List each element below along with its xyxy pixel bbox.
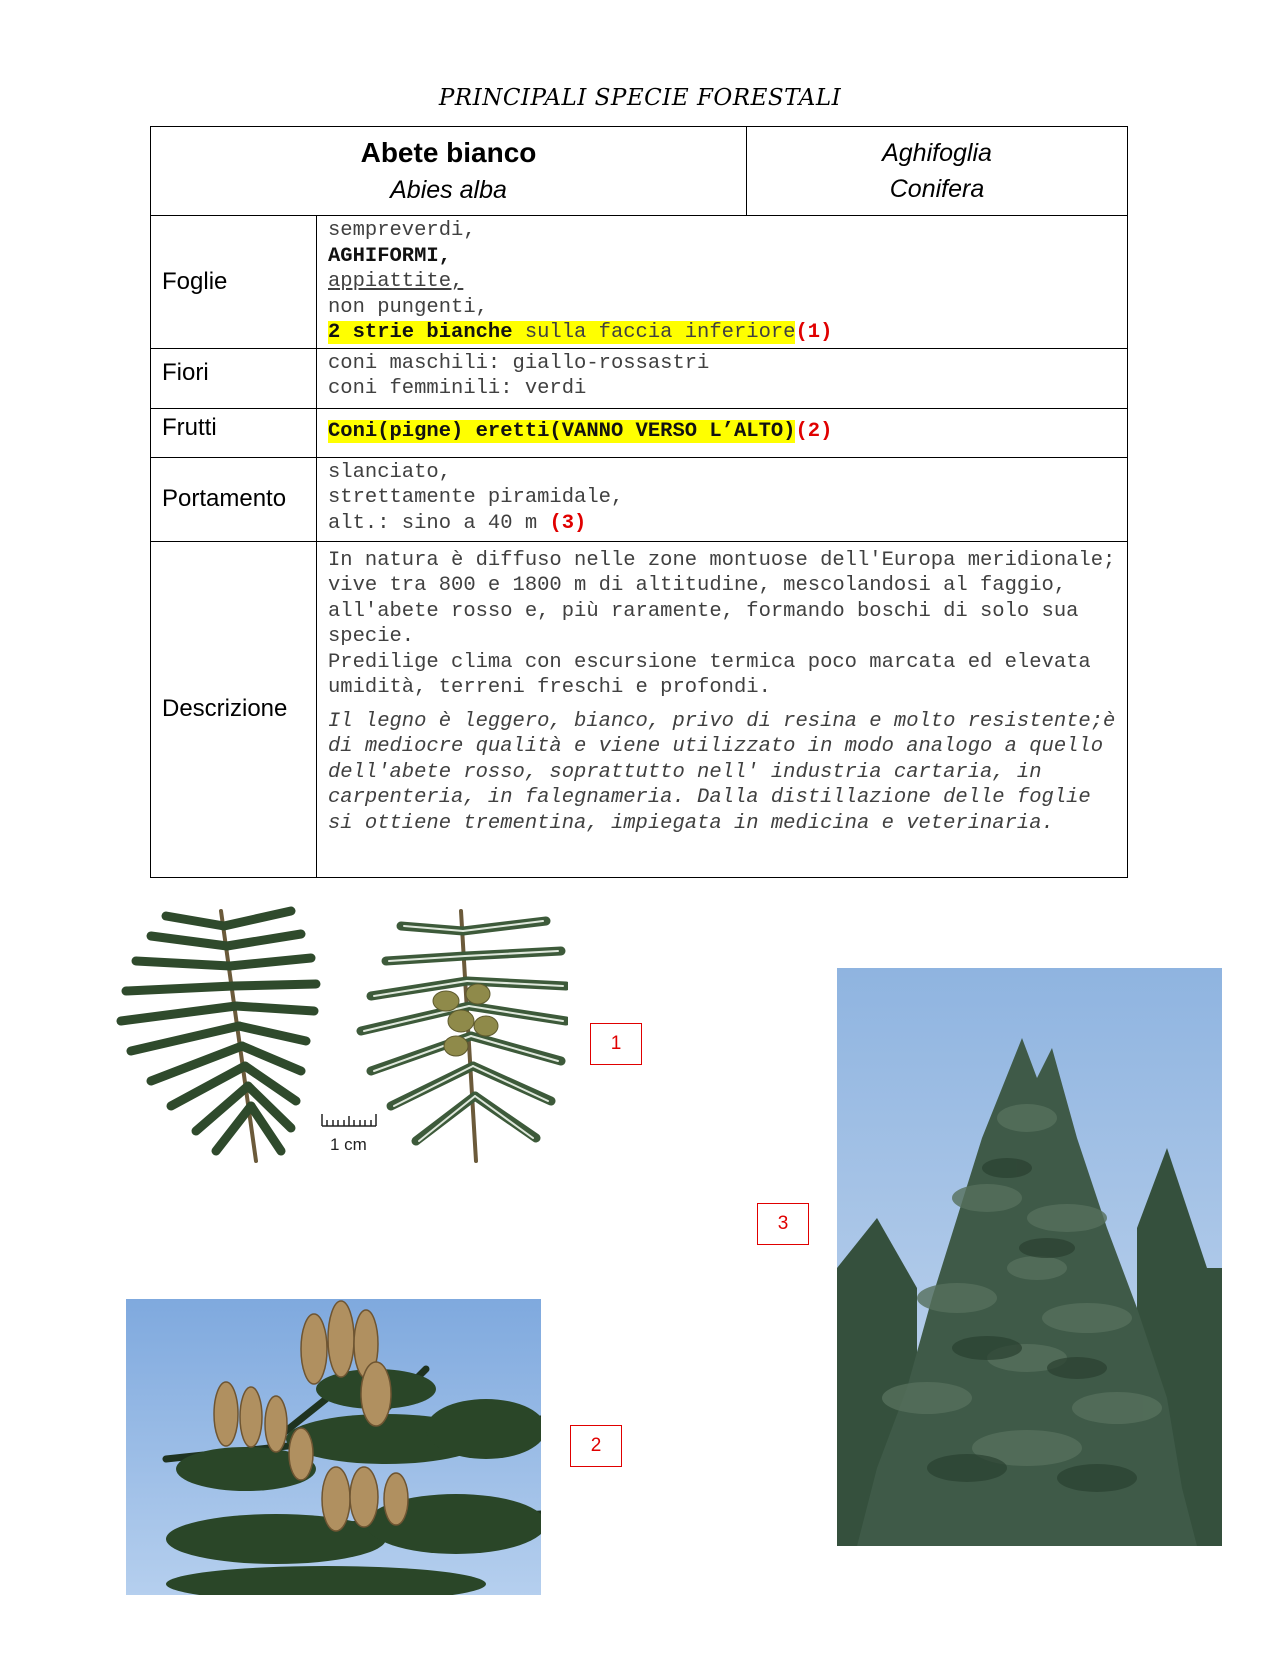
label-portamento: Portamento [151, 457, 317, 541]
value-portamento [317, 457, 1128, 541]
figure-badge-2: 2 [570, 1425, 622, 1467]
photo-needles [106, 906, 568, 1168]
species-name-cell [151, 127, 747, 216]
foglie-line-1: sempreverdi, [328, 219, 476, 242]
foglie-line-5-bold: 2 strie bianche [328, 321, 513, 344]
category-conifera: Conifera [889, 175, 985, 203]
category-aghifoglia: Aghifoglia [882, 139, 992, 167]
common-name: Abete bianco [360, 137, 537, 168]
foglie-line-3: appiattite, [328, 270, 464, 293]
portamento-line-2: strettamente piramidale, [328, 486, 624, 509]
foglie-line-5-rest: sulla faccia inferiore [512, 321, 796, 344]
species-table [150, 126, 1128, 878]
frutti-text: Coni(pigne) eretti(VANNO VERSO L’ALTO) [328, 419, 796, 443]
document-title: PRINCIPALI SPECIE FORESTALI [438, 85, 842, 111]
label-frutti: Frutti [151, 408, 317, 457]
figure-badge-1: 1 [590, 1023, 642, 1065]
value-fiori [317, 348, 1128, 408]
label-fiori: Fiori [151, 348, 317, 408]
descrizione-para-2: Predilige clima con escursione termica poco marcata ed elevata umidità, terreni freschi e profondi. [328, 650, 1091, 699]
frutti-ref: (2) [795, 419, 833, 443]
cones-illustration [126, 1299, 541, 1595]
descrizione-para-1: In natura è diffuso nelle zone montuose dell'Europa meridionale; vive tra 800 e 1800 m di altitudine, mescolandosi al faggio, all'abete rosso e, più raramente, formando boschi di solo sua specie. [328, 548, 1116, 648]
foglie-line-2: AGHIFORMI, [328, 244, 452, 268]
scale-label: 1 cm [330, 1135, 367, 1154]
value-descrizione [317, 541, 1128, 877]
portamento-ref: (3) [549, 511, 587, 535]
portamento-line-3: alt.: sino a 40 m [328, 511, 550, 535]
fiori-line-2: coni femminili: verdi [328, 377, 587, 400]
category-cell [747, 127, 1128, 216]
value-frutti [317, 408, 1128, 457]
portamento-line-1: slanciato, [328, 460, 452, 484]
row-foglie [151, 216, 1128, 349]
label-foglie: Foglie [151, 216, 317, 349]
photo-cones [126, 1299, 541, 1595]
row-frutti [151, 408, 1128, 457]
row-portamento [151, 457, 1128, 541]
figure-badge-3: 3 [757, 1203, 809, 1245]
latin-name: Abies alba [390, 176, 507, 204]
value-foglie [317, 216, 1128, 349]
foglie-line-4: non pungenti, [328, 295, 488, 319]
tree-illustration [837, 968, 1222, 1546]
needles-illustration [106, 906, 568, 1168]
fiori-line-1: coni maschili: giallo-rossastri [328, 351, 710, 375]
descrizione-para-3: Il legno è leggero, bianco, privo di resina e molto resistente;è di mediocre qualità e viene utilizzato in modo analogo a quello dell'abete rosso, soprattutto nell' industria cartaria, in carpenteria, in falegnameria. Dalla distillazione delle foglie si ottiene trementina, impiegata in medicina e veterinaria. [328, 709, 1116, 835]
photo-tree [837, 968, 1222, 1546]
row-fiori [151, 348, 1128, 408]
foglie-ref: (1) [795, 321, 833, 344]
row-descrizione [151, 541, 1128, 877]
label-descrizione: Descrizione [151, 541, 317, 877]
header-row [151, 127, 1128, 216]
